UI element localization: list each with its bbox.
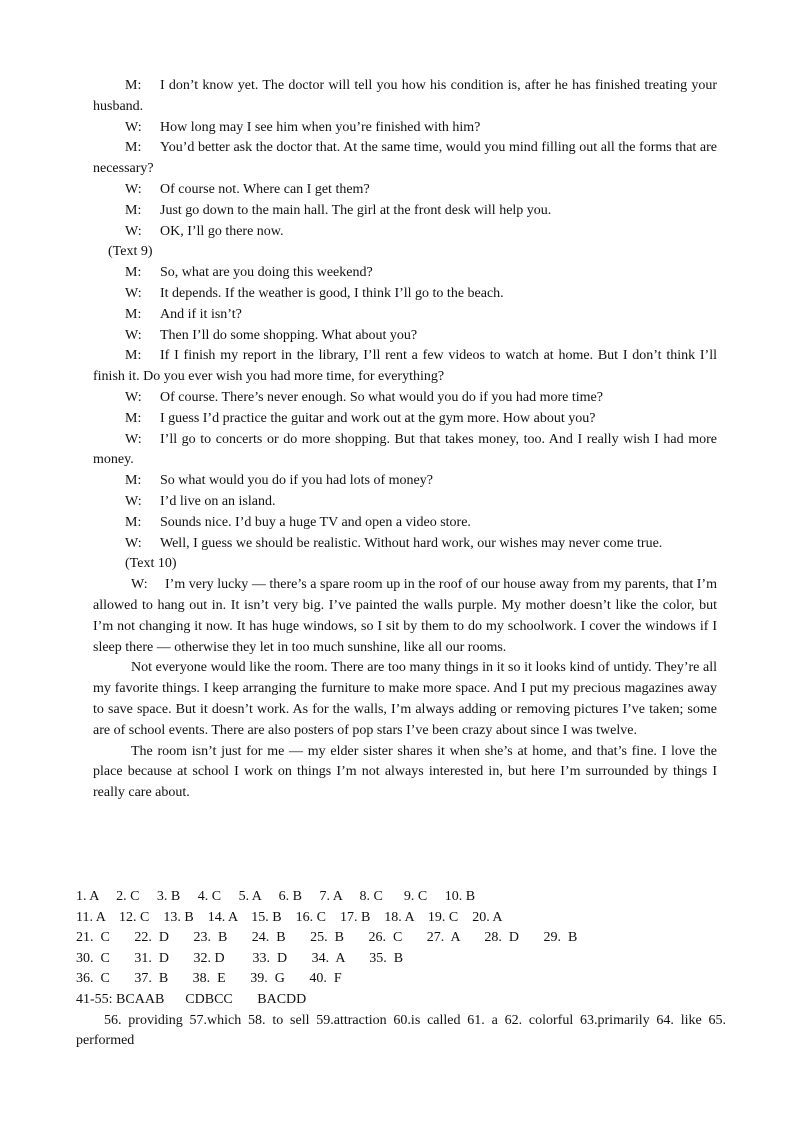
text10-paragraph-1 [93,575,717,658]
answer-row-6: 41-55: BCAAB CDBCC BACDD [76,991,307,1007]
dialogue-text: I don’t know yet. The doctor will tell you how his condition is, after he has finished treating your husband. [93,78,717,114]
dialogue-line [93,305,717,326]
dialogue-line [93,76,717,118]
dialogue-text: And if it isn’t? [160,306,242,322]
speaker-label: W: [125,223,142,239]
speaker-label: W: [125,535,142,551]
text10-paragraph-3: The room isn’t just for me — my elder sister shares it when she’s at home, and that’s fine. I love the place because at school I work on things I’m not always interested in, but here I’m surrounded by things I really care about. [93,743,717,801]
speaker-label: W: [125,389,142,405]
dialogue-line [93,326,717,347]
dialogue-text: I’ll go to concerts or do more shopping. But that takes money, too. And I really wish I had more money. [93,431,717,468]
speaker-label: M: [125,265,142,281]
speaker-label: M: [125,140,142,156]
text10-speaker: W: [131,577,148,593]
speaker-label: W: [125,119,142,135]
dialogue-line [93,346,717,388]
dialogue-line [93,492,717,513]
transcript [93,76,717,804]
dialogue-line [93,263,717,284]
dialogue-text: You’d better ask the doctor that. At the same time, would you mind filling out all the forms that are necessary? [93,140,717,177]
speaker-label: W: [125,285,142,301]
dialogue-line [93,201,717,222]
speaker-label: W: [125,431,142,447]
section-label-text9: (Text 9) [108,244,153,260]
speaker-label: W: [125,327,142,343]
answer-row-2: 11. A 12. C 13. B 14. A 15. B 16. C 17. B 18. A 19. C 20. A [76,909,503,925]
dialogue-text: Just go down to the main hall. The girl at the front desk will help you. [160,202,552,218]
dialogue-line [93,534,717,555]
dialogue-line [93,284,717,305]
dialogue-text: So, what are you doing this weekend? [160,265,373,281]
dialogue-text: Of course not. Where can I get them? [160,181,370,197]
dialogue-line [93,513,717,534]
speaker-label: M: [125,473,142,489]
speaker-label: M: [125,514,142,530]
section-label-text10: (Text 10) [125,556,177,572]
dialogue-block-text8 [93,76,717,242]
dialogue-line [93,180,717,201]
dialogue-block-text9 [93,263,717,554]
dialogue-text: It depends. If the weather is good, I think I’ll go to the beach. [160,285,504,301]
answer-key [76,887,726,1052]
dialogue-text: Of course. There’s never enough. So what would you do if you had more time? [160,389,603,405]
answer-row-7: 56. providing 57.which 58. to sell 59.attraction 60.is called 61. a 62. colorful 63.primarily 64. like 65. performed [76,1012,726,1049]
speaker-label: W: [125,181,142,197]
speaker-label: W: [125,493,142,509]
dialogue-line [93,118,717,139]
dialogue-text: I guess I’d practice the guitar and work out at the gym more. How about you? [160,410,596,426]
dialogue-text: How long may I see him when you’re finished with him? [160,119,481,135]
speaker-label: M: [125,306,142,322]
speaker-label: M: [125,348,142,364]
dialogue-text: Well, I guess we should be realistic. Without hard work, our wishes may never come true. [160,535,663,551]
dialogue-text: Sounds nice. I’d buy a huge TV and open a video store. [160,514,471,530]
answer-row-4: 30. C 31. D 32. D 33. D 34. A 35. B [76,950,404,966]
dialogue-line [93,222,717,243]
dialogue-line [93,388,717,409]
dialogue-line [93,430,717,472]
answer-row-3: 21. C 22. D 23. B 24. B 25. B 26. C 27. A 28. D 29. B [76,930,578,946]
dialogue-line [93,471,717,492]
dialogue-text: I’d live on an island. [160,493,276,509]
dialogue-text: Then I’ll do some shopping. What about you? [160,327,418,343]
dialogue-text: If I finish my report in the library, I’ll rent a few videos to watch at home. But I don’t think I’ll finish it. Do you ever wish you had more time, for everything? [93,348,717,385]
speaker-label: M: [125,202,142,218]
answer-row-5: 36. C 37. B 38. E 39. G 40. F [76,971,342,987]
dialogue-text: So what would you do if you had lots of money? [160,473,433,489]
speaker-label: M: [125,78,142,93]
speaker-label: M: [125,410,142,426]
dialogue-line [93,138,717,180]
answer-row-1: 1. A 2. C 3. B 4. C 5. A 6. B 7. A 8. C 9. C 10. B [76,889,476,904]
dialogue-text: OK, I’ll go there now. [160,223,284,239]
text10-paragraph-1-text: I’m very lucky — there’s a spare room up in the roof of our house away from my parents, that I’m allowed to hang out in. It isn’t very big. I’ve painted the walls purple. My mother doesn’t like the color, but I’m not changing it now. It has huge windows, so I sit by them to do my schoolwork. I cover the windows if I sleep there — otherwise they let in too much sunshine, like all our rooms. [93,577,717,655]
text10-paragraph-2: Not everyone would like the room. There are too many things in it so it looks kind of untidy. They’re all my favorite things. I keep arranging the furniture to make more space. And I put my precious magazines away to save space. But it doesn’t work. As for the walls, I’m always adding or removing pictures I’ve taken; some are of school events. There are also posters of pop stars I’ve been crazy about since I was twelve. [93,660,717,738]
dialogue-line [93,409,717,430]
